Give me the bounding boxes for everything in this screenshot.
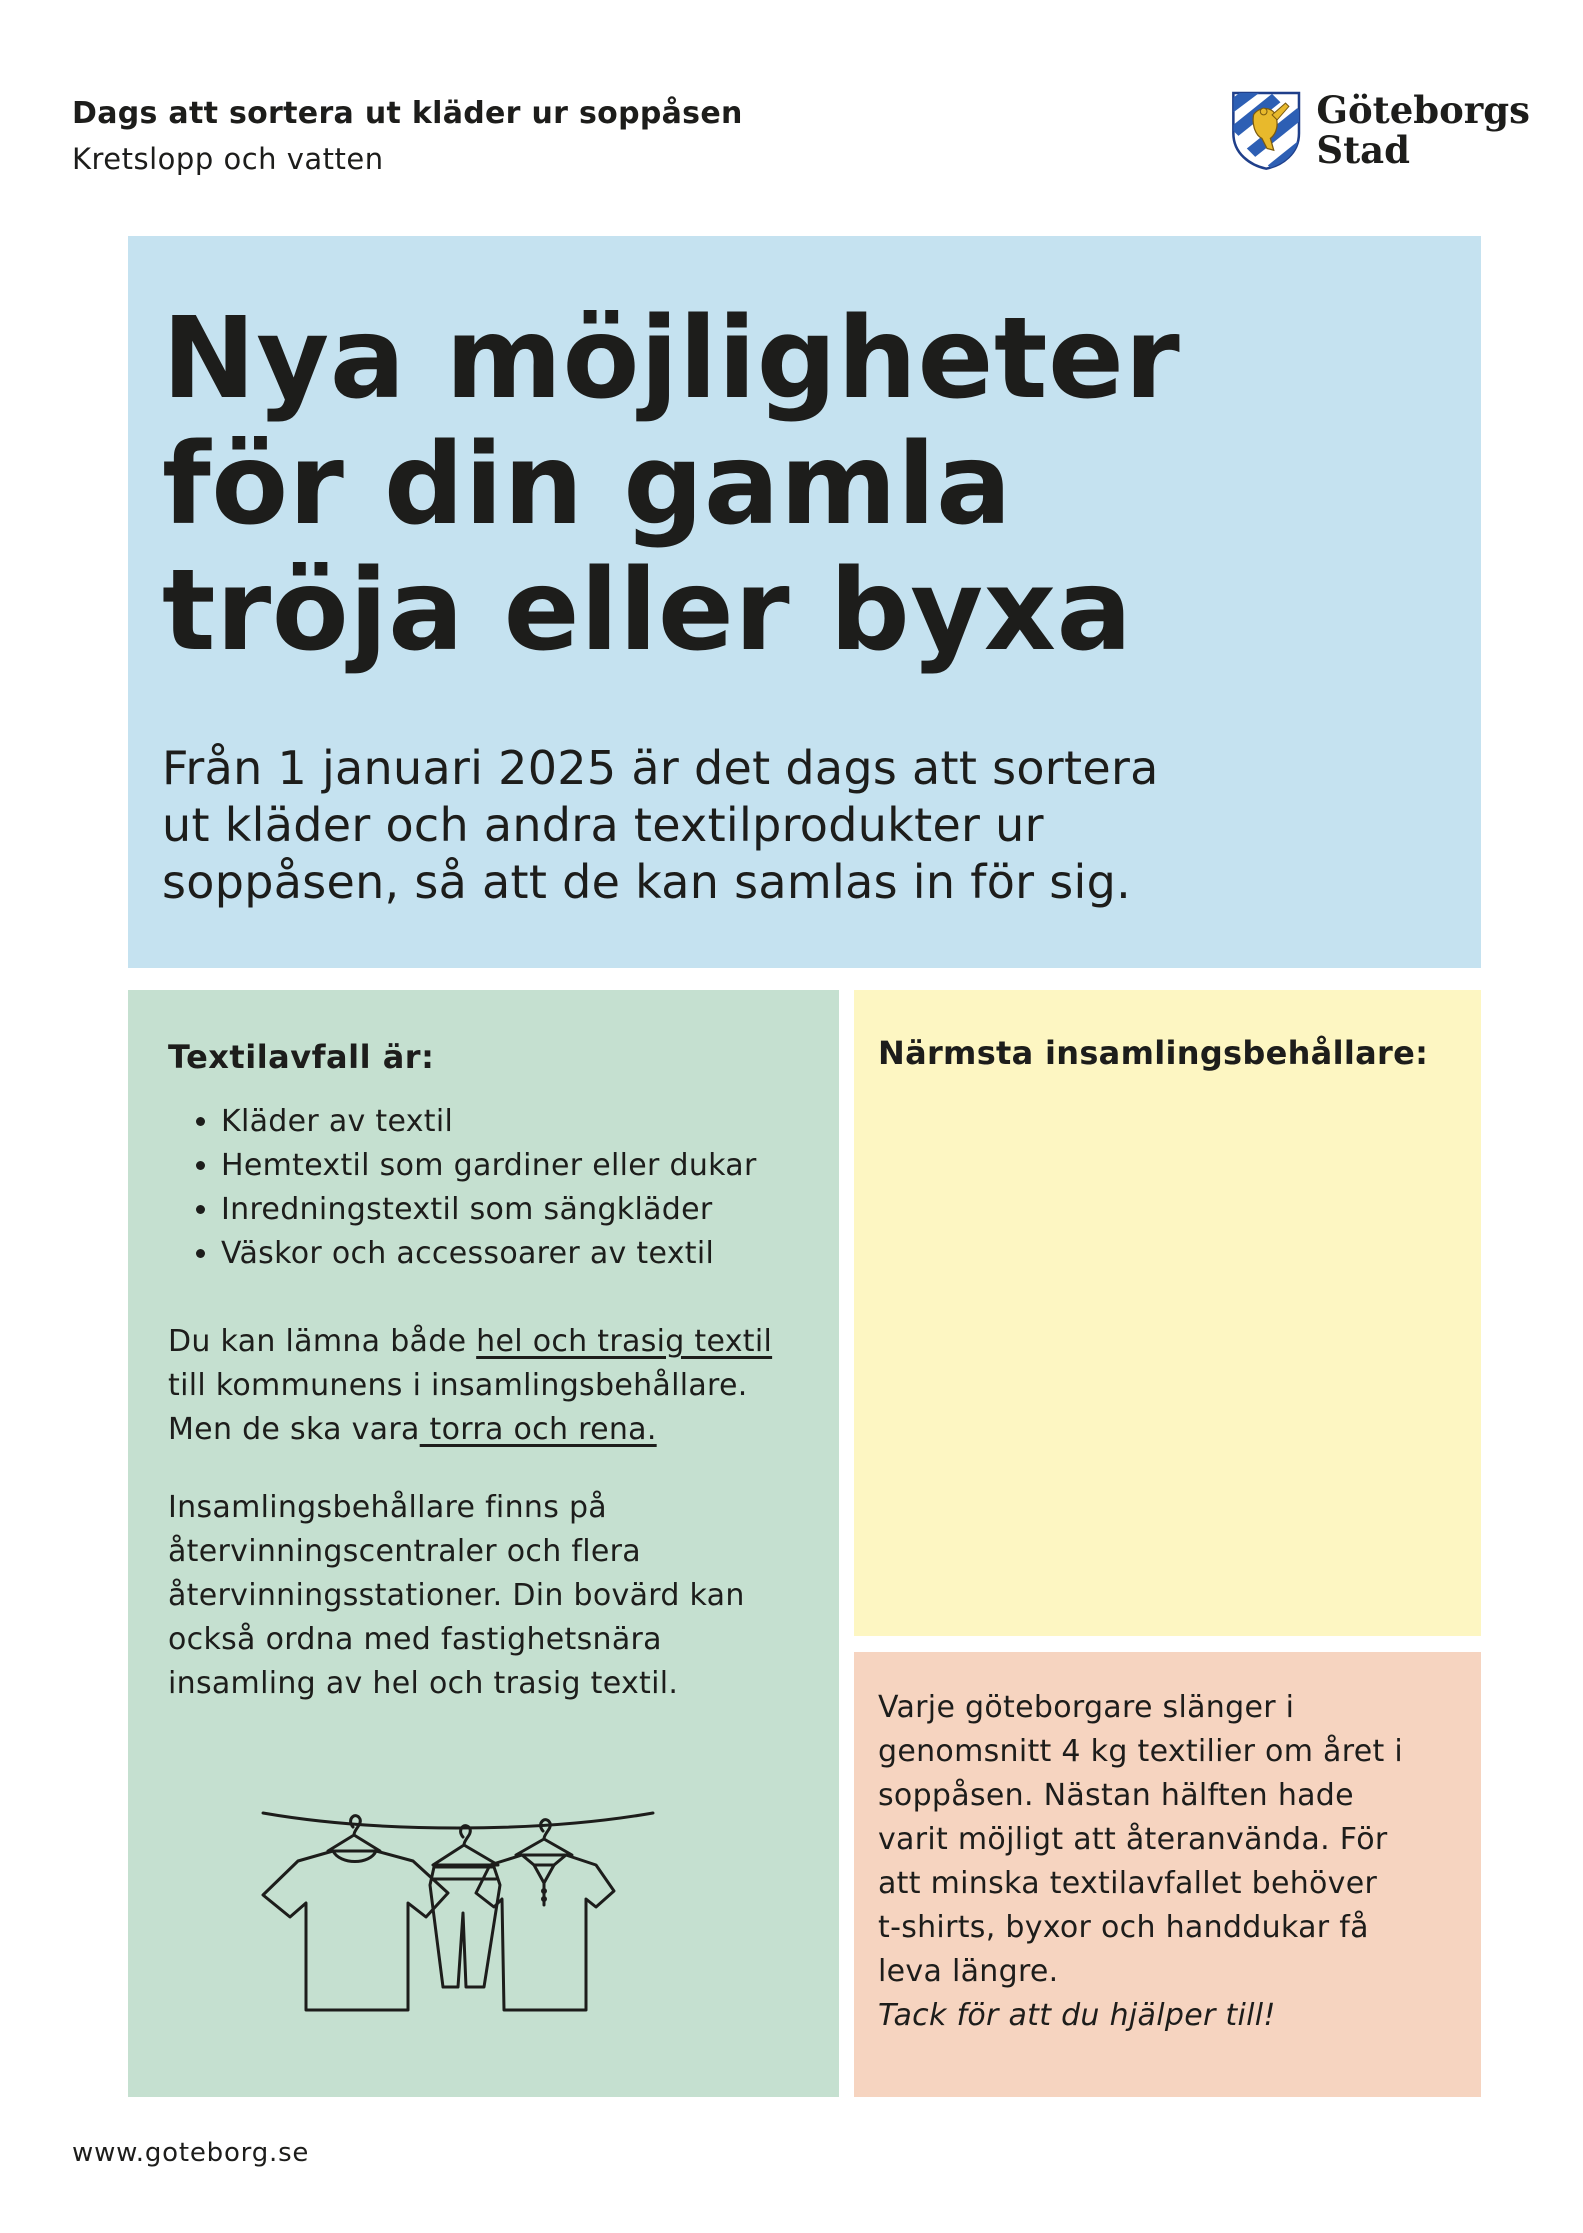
whole-and-torn-textile-text: hel och trasig textil	[476, 1324, 773, 1359]
hero-panel	[128, 236, 1481, 968]
hero-lead-line: ut kläder och andra textilprodukter ur	[162, 798, 1044, 852]
header-title: Dags att sortera ut kläder ur soppåsen	[72, 96, 743, 131]
logo-line2: Stad	[1316, 128, 1410, 172]
dry-and-clean-text: torra och rena.	[419, 1412, 657, 1447]
textile-paragraph-2	[168, 1486, 808, 1706]
header-subtitle: Kretslopp och vatten	[72, 142, 384, 176]
paragraph-line: varit möjligt att återanvända. För	[878, 1822, 1388, 1857]
paragraph-line	[168, 1408, 808, 1452]
hero-lead-line: Från 1 januari 2025 är det dags att sortera	[162, 741, 1159, 795]
clothes-on-line-icon	[258, 1805, 658, 2025]
list-item: • Hemtextil som gardiner eller dukar	[221, 1144, 757, 1188]
logo-text	[1316, 90, 1530, 170]
paragraph-text: Men de ska vara	[168, 1412, 420, 1447]
paragraph-line: att minska textilavfallet behöver	[878, 1866, 1378, 1901]
paragraph-line: insamling av hel och trasig textil.	[168, 1666, 679, 1701]
list-item: • Inredningstextil som sängkläder	[221, 1188, 757, 1232]
logo	[1230, 80, 1530, 180]
nearest-container-panel	[854, 990, 1481, 1636]
paragraph-text: Du kan lämna både	[168, 1324, 477, 1359]
logo-line1: Göteborgs	[1316, 88, 1530, 132]
textile-heading: Textilavfall är:	[168, 1038, 435, 1076]
paragraph-line: Insamlingsbehållare finns på	[168, 1490, 607, 1525]
paragraph-line: också ordna med fastighetsnära	[168, 1622, 662, 1657]
hero-title-line: tröja eller byxa	[162, 546, 1133, 676]
paragraph-line: genomsnitt 4 kg textilier om året i	[878, 1734, 1404, 1769]
thanks-text: Tack för att du hjälper till!	[878, 1998, 1276, 2033]
paragraph-line: Varje göteborgare slänger i	[878, 1690, 1295, 1725]
hero-title-line: för din gamla	[162, 420, 1013, 550]
coat-of-arms-icon	[1230, 82, 1302, 178]
hero-lead-line: soppåsen, så att de kan samlas in för sig.	[162, 855, 1132, 909]
paragraph-line: återvinningsstationer. Din bovärd kan	[168, 1578, 745, 1613]
list-item: • Väskor och accessoarer av textil	[221, 1232, 757, 1276]
paragraph-line	[168, 1320, 808, 1364]
paragraph-line: återvinningscentraler och flera	[168, 1534, 641, 1569]
paragraph-line: soppåsen. Nästan hälften hade	[878, 1778, 1354, 1813]
paragraph-line: till kommunens i insamlingsbehållare.	[168, 1368, 748, 1403]
textile-panel	[128, 990, 839, 2097]
hero-lead	[162, 740, 1462, 911]
list-item: • Kläder av textil	[221, 1100, 757, 1144]
facts-panel	[854, 1652, 1481, 2097]
footer-url[interactable]: www.goteborg.se	[72, 2138, 310, 2168]
textile-paragraph-1	[168, 1320, 808, 1452]
textile-list	[168, 1100, 757, 1276]
hero-title	[162, 296, 1462, 674]
hero-title-line: Nya möjligheter	[162, 294, 1181, 424]
nearest-heading: Närmsta insamlingsbehållare:	[878, 1034, 1429, 1072]
paragraph-line: leva längre.	[878, 1954, 1059, 1989]
paragraph-line: t-shirts, byxor och handdukar få	[878, 1910, 1369, 1945]
facts-paragraph	[878, 1686, 1468, 2038]
